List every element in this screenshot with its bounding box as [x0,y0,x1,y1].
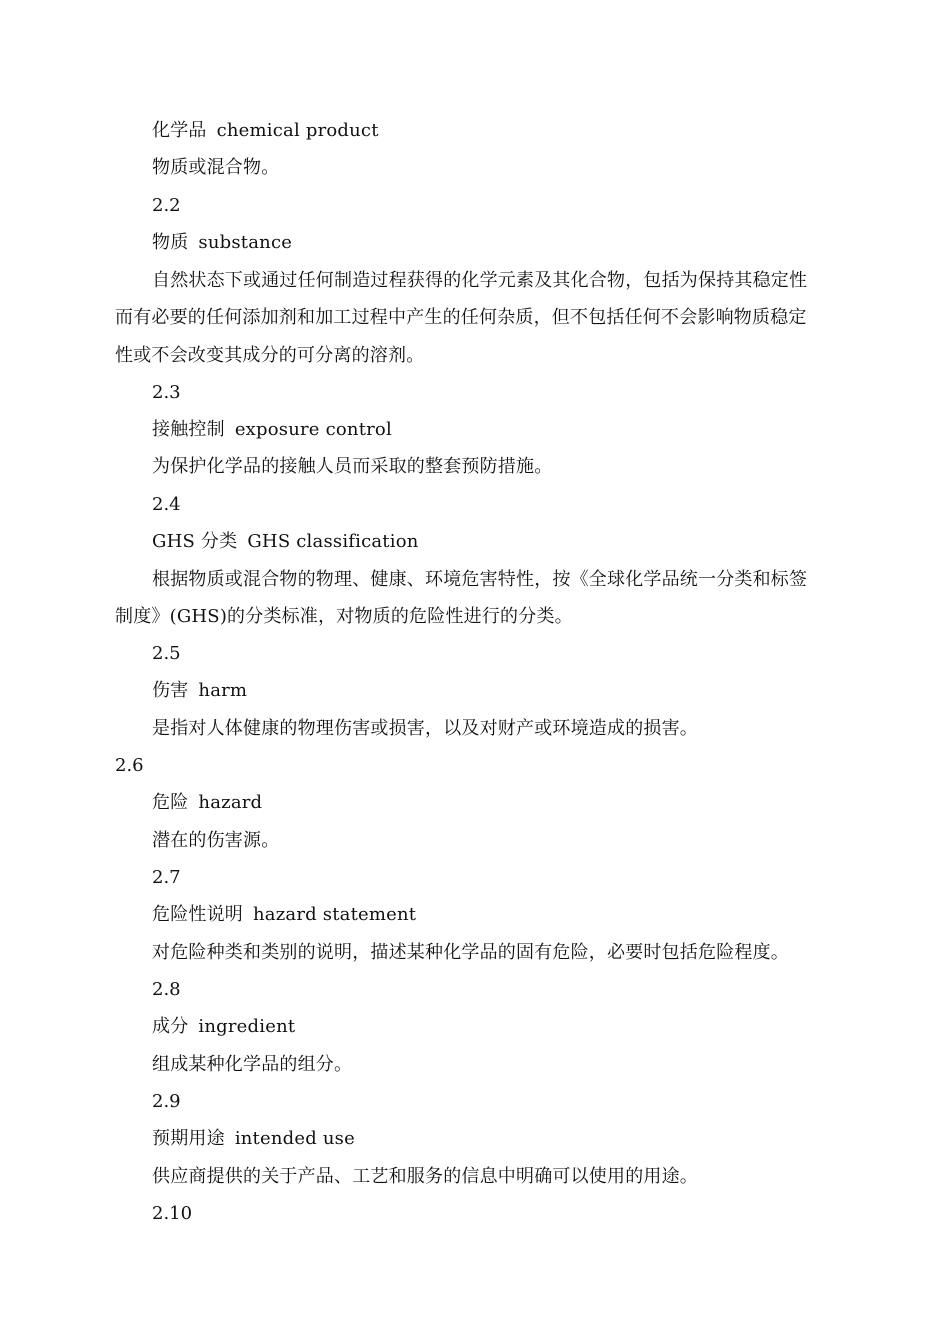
term-exposure-control [152,411,840,449]
term-zh: 物质 [152,232,189,253]
definition-text: 对危险种类和类别的说明，描述某种化学品的固有危险，必要时包括危险程度。 [152,942,789,963]
definition-text: 物质或混合物。 [152,157,280,178]
definition-text: 供应商提供的关于产品、工艺和服务的信息中明确可以使用的用途。 [152,1166,698,1187]
clause-number: 2.6 [115,755,144,776]
clause-number: 2.7 [152,867,181,888]
clause-number: 2.9 [152,1091,181,1112]
term-en: hazard statement [253,904,417,925]
term-en: exposure control [234,419,392,440]
term-en: substance [198,232,293,253]
term-zh: 化学品 [152,120,207,141]
definition-text: 组成某种化学品的组分。 [152,1054,353,1075]
term-chemical-product [152,112,840,150]
definition-text: 是指对人体健康的物理伤害或损害，以及对财产或环境造成的损害。 [152,718,698,739]
definition-text: 为保护化学品的接触人员而采取的整套预防措施。 [152,456,553,477]
term-en: ingredient [198,1016,296,1037]
definition-text-continued: 而有必要的任何添加剂和加工过程中产生的任何杂质，但不包括任何不会影响物质稳定 [115,307,807,328]
definition-text-continued: 制度》(GHS)的分类标准，对物质的危险性进行的分类。 [115,606,573,627]
definition-text: 潜在的伤害源。 [152,830,280,851]
term-ghs-classification [152,523,840,561]
term-intended-use [152,1120,840,1158]
clause-number: 2.8 [152,979,181,1000]
term-zh: GHS 分类 [152,531,238,552]
term-zh: 预期用途 [152,1128,225,1149]
definition-text: 根据物质或混合物的物理、健康、环境危害特性，按《全球化学品统一分类和标签 [152,569,808,590]
term-ingredient [152,1008,840,1046]
definition-text: 自然状态下或通过任何制造过程获得的化学元素及其化合物，包括为保持其稳定性 [152,270,808,291]
term-en: intended use [234,1128,355,1149]
clause-number: 2.10 [152,1203,193,1224]
term-en: hazard [198,792,263,813]
term-substance [152,224,840,262]
clause-number: 2.2 [152,195,181,216]
term-zh: 危险性说明 [152,904,243,925]
term-en: chemical product [216,120,379,141]
term-harm [152,672,840,710]
term-en: GHS classification [247,531,419,552]
term-zh: 接触控制 [152,419,225,440]
clause-number: 2.3 [152,382,181,403]
clause-number: 2.5 [152,643,181,664]
term-zh: 成分 [152,1016,189,1037]
term-en: harm [198,680,248,701]
term-zh: 伤害 [152,680,189,701]
term-zh: 危险 [152,792,189,813]
clause-number: 2.4 [152,494,181,515]
term-hazard-statement [152,896,840,934]
term-hazard [152,784,840,822]
definition-text-continued: 性或不会改变其成分的可分离的溶剂。 [115,345,425,366]
